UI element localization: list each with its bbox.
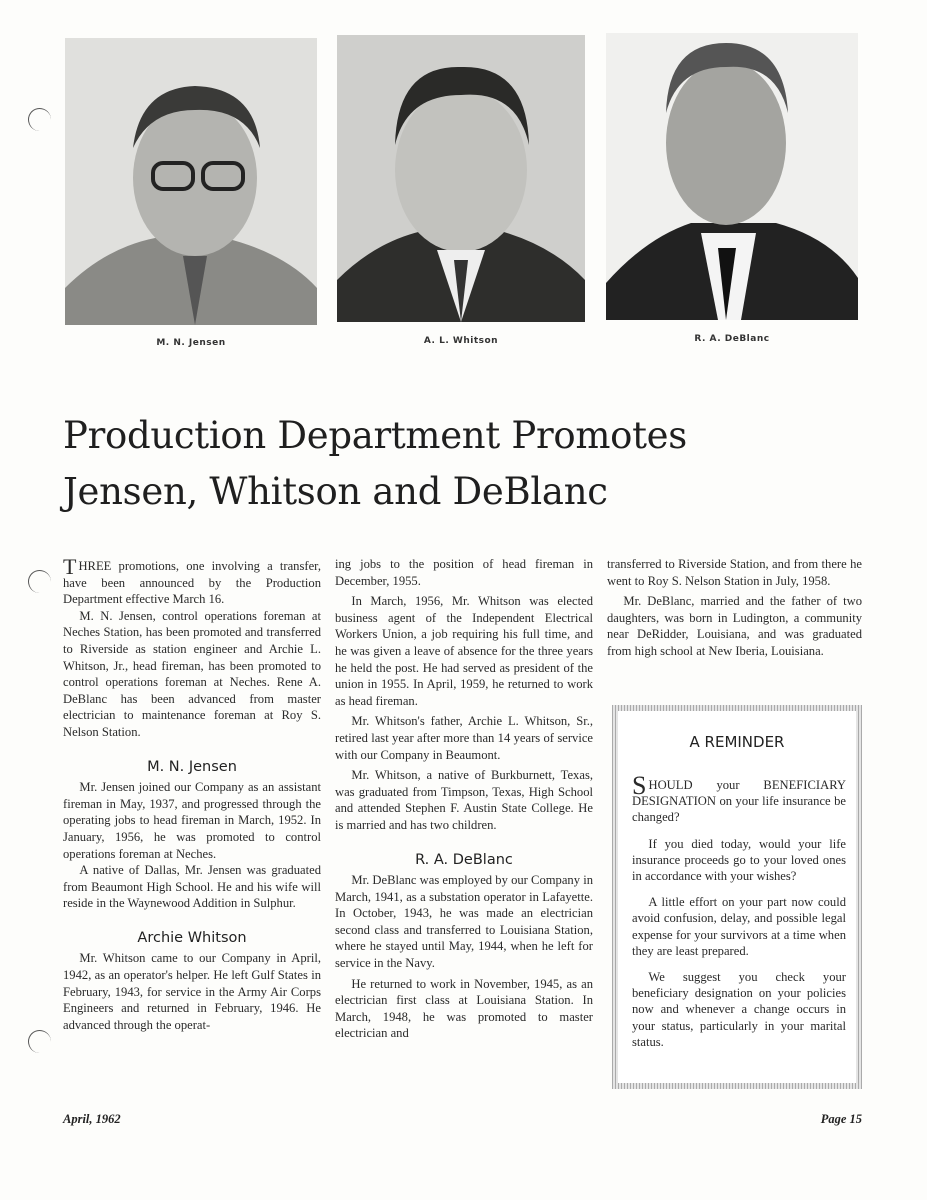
photo-caption: M. N. Jensen (156, 338, 226, 348)
paragraph: A native of Dallas, Mr. Jensen was graduated from Beaumont High School. He and his wife will reside in the Waynewood Addition in Sulphur. (63, 863, 321, 911)
page-number: Page 15 (820, 1112, 862, 1126)
portrait-deblanc (606, 33, 858, 320)
paragraph: We suggest you check your beneficiary designation on your policies now and whenever a change occurs in your status, particularly in your marital status. (632, 970, 846, 1049)
headline (63, 408, 687, 520)
paragraph: Mr. Whitson, a native of Burkburnett, Texas, was graduated from Timpson, Texas, High School and attended Stephen F. Austin State College. He is married and has two children. (335, 768, 593, 832)
paragraph: THREE promotions, one involving a transfer, have been announced by the Production Department effective March 16. (63, 554, 321, 607)
column-1 (63, 554, 321, 1033)
paragraph: transferred to Riverside Station, and from there he went to Roy S. Nelson Station in July, 1958. (607, 557, 862, 588)
paragraph: ing jobs to the position of head fireman in December, 1955. (335, 557, 593, 588)
column-3 (607, 556, 862, 660)
binder-hole (28, 570, 51, 593)
reminder-box (612, 705, 862, 1089)
portrait-jensen (65, 38, 317, 325)
paragraph: A little effort on your part now could avoid confusion, delay, and possible legal expense for your survivors at a time when they are least prepared. (632, 895, 846, 958)
paragraph: SHOULD your BENEFICIARY DESIGNATION on your life insurance be changed? (632, 771, 846, 825)
paragraph: If you died today, would your life insurance proceeds go to your loved ones in accordance with your wishes? (632, 836, 846, 884)
paragraph: Mr. Jensen joined our Company as an assistant fireman in May, 1937, and progressed through the operating jobs to head fireman in March, 1952. In January, 1956, he was promoted to control operations foreman at Neches. (63, 780, 321, 861)
portrait-whitson (337, 35, 585, 322)
subheading: M. N. Jensen (147, 758, 237, 775)
drop-cap: T (63, 554, 77, 579)
paragraph: In March, 1956, Mr. Whitson was elected business agent of the Independent Electrical Workers Union, a job requiring his full time, and he was given a leave of absence for the three years he held the post. He had served as president of the union in 1955. In April, 1959, he returned to work as head fireman. (335, 594, 593, 708)
column-2 (335, 556, 593, 1042)
issue-date: April, 1962 (63, 1112, 121, 1126)
paragraph: Mr. Whitson's father, Archie L. Whitson, Sr., retired last year after more than 14 years of service with our Company in Beaumont. (335, 714, 593, 762)
headline-line1: Production Department Promotes (63, 414, 687, 457)
reminder-title: A REMINDER (689, 733, 785, 751)
paragraph: He returned to work in November, 1945, as an electrician first class at Louisiana Station. In March, 1948, he was promoted to master electrician and (335, 976, 593, 1041)
paragraph: Mr. DeBlanc, married and the father of two daughters, was born in Ludington, a community near DeRidder, Louisiana, and was graduated from high school at New Iberia, Louisiana. (607, 594, 862, 658)
subheading: Archie Whitson (137, 929, 247, 946)
drop-cap: S (632, 771, 647, 800)
paragraph: M. N. Jensen, control operations foreman at Neches Station, has been promoted and transferred to Riverside as station engineer and Archie L. Whitson, Jr., head fireman, has been promoted to control operations foreman at Neches. Rene A. DeBlanc has been advanced from master electrician to maintenance foreman at Roy S. Nelson Station. (63, 608, 321, 739)
subheading: R. A. DeBlanc (415, 851, 513, 868)
photo-caption: A. L. Whitson (423, 336, 499, 346)
paragraph: Mr. DeBlanc was employed by our Company in March, 1941, as a substation operator in Lafayette. In October, 1943, he was made an electrician second class and transferred to Louisiana Station, where he stayed until May, 1944, when he left for service in the Navy. (335, 873, 593, 971)
binder-hole (28, 108, 51, 131)
binder-hole (28, 1030, 51, 1053)
headline-line2: Jensen, Whitson and DeBlanc (63, 470, 608, 513)
photo-caption: R. A. DeBlanc (694, 334, 770, 344)
paragraph: Mr. Whitson came to our Company in April, 1942, as an operator's helper. He left Gulf States in February, 1943, for service in the Army Air Corps Engineers and returned in February, 1946. He advanced through the operat- (63, 951, 321, 1032)
